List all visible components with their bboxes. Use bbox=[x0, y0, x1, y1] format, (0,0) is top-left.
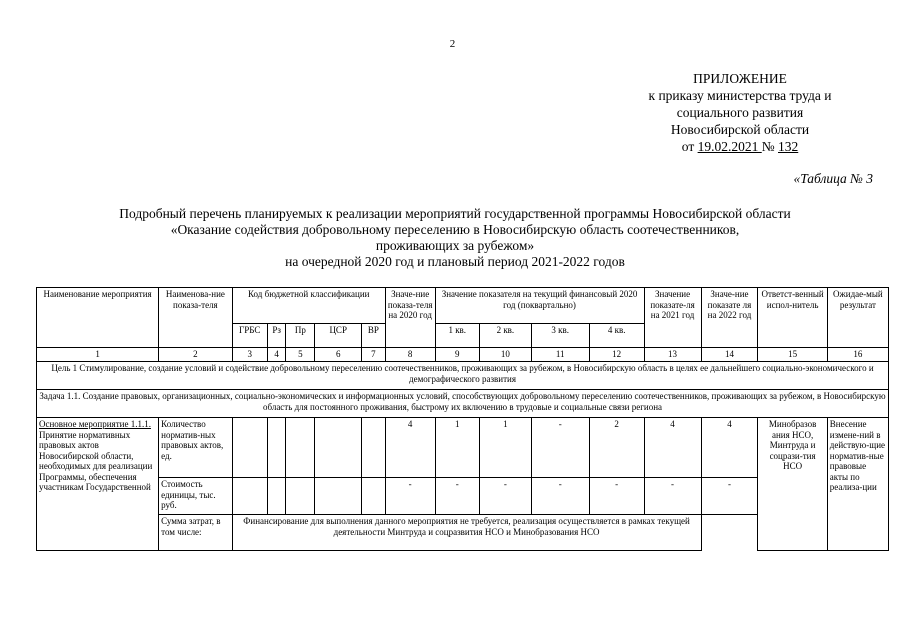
column-number: 15 bbox=[758, 348, 827, 362]
value-q2: 1 bbox=[480, 418, 532, 478]
value-2022: - bbox=[701, 478, 758, 515]
value-2020: 4 bbox=[385, 418, 435, 478]
appendix-order-line bbox=[600, 138, 880, 155]
appendix-line: Новосибирской области bbox=[670, 122, 810, 137]
cell-grbs bbox=[232, 478, 267, 515]
column-number: 8 bbox=[385, 348, 435, 362]
appendix-line: ПРИЛОЖЕНИЕ bbox=[693, 71, 787, 86]
value-q2: - bbox=[480, 478, 532, 515]
column-number: 14 bbox=[701, 348, 758, 362]
title-line: проживающих за рубежом» bbox=[375, 238, 535, 253]
value-2022: 4 bbox=[701, 418, 758, 478]
column-number: 9 bbox=[435, 348, 480, 362]
goal-row: Цель 1 Стимулирование, создание условий и содействие добровольному переселению соотечественников, проживающих за рубежом, в Новосибирскую область в целях ее дальнейшего социально-экономического и демографического развития bbox=[37, 362, 889, 390]
order-no-sign: № bbox=[761, 139, 778, 154]
header-name: Наименование мероприятия bbox=[37, 288, 159, 348]
title-line: «Оказание содействия добровольному переселению в Новосибирскую область соотечественников, bbox=[170, 222, 740, 237]
cell-csr bbox=[315, 418, 362, 478]
cell-rz bbox=[267, 478, 286, 515]
column-number: 6 bbox=[315, 348, 362, 362]
header-executor: Ответст-венный испол-нитель bbox=[758, 288, 827, 348]
title-line: Подробный перечень планируемых к реализации мероприятий государственной программы Новосибирской области bbox=[119, 206, 791, 221]
header-value-2020: Значе-ние показа-теля на 2020 год bbox=[385, 288, 435, 348]
value-q1: - bbox=[435, 478, 480, 515]
header-budget-code: Код бюджетной классификации bbox=[232, 288, 385, 324]
value-q1: 1 bbox=[435, 418, 480, 478]
header-q1: 1 кв. bbox=[435, 324, 480, 348]
value-q3: - bbox=[531, 478, 589, 515]
cell-pr bbox=[286, 478, 315, 515]
header-result: Ожидае-мый результат bbox=[827, 288, 888, 348]
header-grbs: ГРБС bbox=[232, 324, 267, 348]
title-line: на очередной 2020 год и плановый период 2021-2022 годов bbox=[285, 254, 625, 269]
header-q4: 4 кв. bbox=[589, 324, 644, 348]
header-value-2021: Значение показате-ля на 2021 год bbox=[644, 288, 701, 348]
header-q3: 3 кв. bbox=[531, 324, 589, 348]
column-number: 3 bbox=[232, 348, 267, 362]
value-2021: 4 bbox=[644, 418, 701, 478]
header-q2: 2 кв. bbox=[480, 324, 532, 348]
column-number: 5 bbox=[286, 348, 315, 362]
event-description: Принятие нормативных правовых актов Новосибирской области, необходимых для реализации Программы, обеспечения участникам Государственной bbox=[39, 429, 153, 492]
header-csr: ЦСР bbox=[315, 324, 362, 348]
cell-grbs bbox=[232, 418, 267, 478]
column-number: 10 bbox=[480, 348, 532, 362]
indicator-unit-cost: Стоимость единицы, тыс. руб. bbox=[159, 478, 232, 515]
cell-csr bbox=[315, 478, 362, 515]
column-number: 4 bbox=[267, 348, 286, 362]
event-name bbox=[37, 418, 159, 551]
order-prefix: от bbox=[681, 139, 698, 154]
order-date: 19.02.2021 bbox=[697, 139, 762, 154]
order-number: 132 bbox=[778, 139, 799, 154]
document-title bbox=[40, 206, 870, 270]
value-2020: - bbox=[385, 478, 435, 515]
appendix-block bbox=[600, 70, 880, 155]
header-indicator: Наименова-ние показа-теля bbox=[159, 288, 232, 348]
event-title: Основное мероприятие 1.1.1. bbox=[39, 419, 151, 429]
table-label: «Таблица № 3 bbox=[793, 171, 873, 186]
column-number: 12 bbox=[589, 348, 644, 362]
column-number: 1 bbox=[37, 348, 159, 362]
header-value-2022: Значе-ние показате ля на 2022 год bbox=[701, 288, 758, 348]
task-row: Задача 1.1. Создание правовых, организационных, социально-экономических и информационных условий, способствующих добровольному переселению соотечественников, проживающих за рубежом, в Новосибирскую область для постоянного проживания, быстрому их включению в трудовые и социальные связи региона bbox=[37, 390, 889, 418]
appendix-line: к приказу министерства труда и bbox=[648, 88, 832, 103]
column-number: 2 bbox=[159, 348, 232, 362]
column-number: 7 bbox=[361, 348, 385, 362]
value-q4: 2 bbox=[589, 418, 644, 478]
column-number: 13 bbox=[644, 348, 701, 362]
cell-pr bbox=[286, 418, 315, 478]
page-number: 2 bbox=[449, 38, 456, 50]
event-result: Внесение измене-ний в действую-щие норматив-ные правовые акты по реализа-ции bbox=[827, 418, 888, 551]
appendix-line: социального развития bbox=[676, 105, 804, 120]
value-q4: - bbox=[589, 478, 644, 515]
financing-note: Финансирование для выполнения данного мероприятия не требуется, реализация осуществляется в рамках текущей деятельности Минтруда и соцразвития НСО и Минобразования НСО bbox=[232, 515, 701, 551]
cell-vr bbox=[361, 478, 385, 515]
value-q3: - bbox=[531, 418, 589, 478]
value-2021: - bbox=[644, 478, 701, 515]
indicator-count: Количество норматив-ных правовых актов, ед. bbox=[159, 418, 232, 478]
cell-rz bbox=[267, 418, 286, 478]
column-number: 11 bbox=[531, 348, 589, 362]
indicator-total-cost: Сумма затрат, в том числе: bbox=[159, 515, 232, 551]
header-quarterly: Значение показателя на текущий финансовый 2020 год (поквартально) bbox=[435, 288, 644, 324]
header-pr: Пр bbox=[286, 324, 315, 348]
header-rz: Рз bbox=[267, 324, 286, 348]
event-executor: Минобразов ания НСО, Минтруда и соцрази-тия НСО bbox=[758, 418, 827, 551]
events-table bbox=[36, 287, 889, 551]
column-number: 16 bbox=[827, 348, 888, 362]
cell-vr bbox=[361, 418, 385, 478]
header-vr: ВР bbox=[361, 324, 385, 348]
